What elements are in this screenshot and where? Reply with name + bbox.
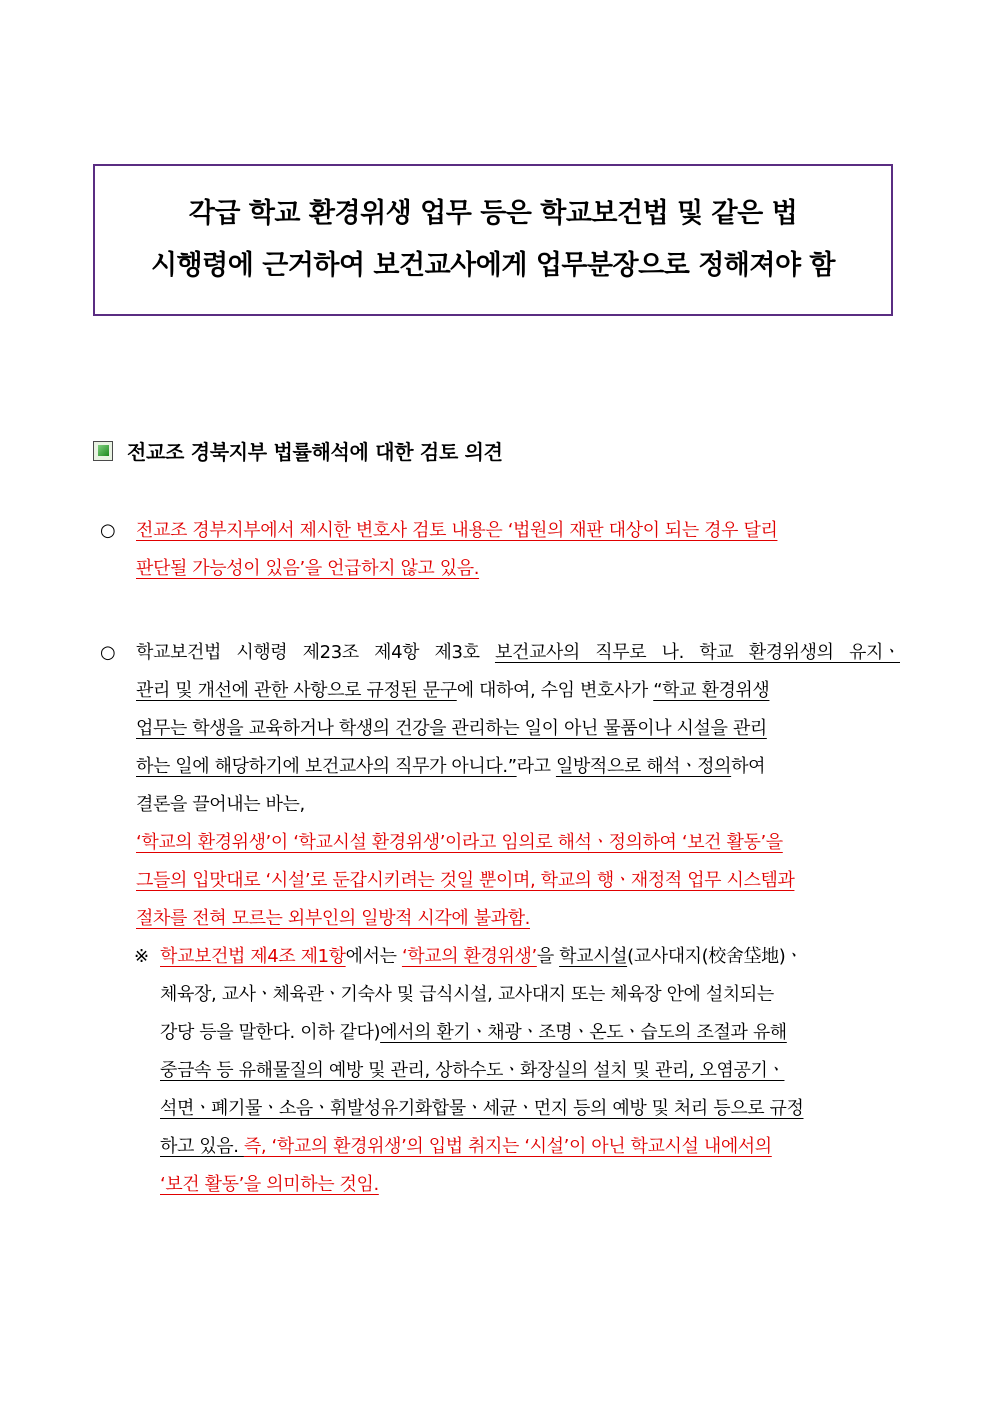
note-line-5 [100,1090,900,1128]
paragraph-2-line-1 [100,634,900,672]
note-line-6 [100,1128,900,1166]
text: 에 대하여, 수임 변호사가 [456,680,654,701]
text-underlined: 석면ㆍ폐기물ㆍ소음ㆍ휘발성유기화합물ㆍ세균ㆍ먼지 등의 예방 및 처리 등으로 규정 [160,1098,804,1119]
circle-bullet: ○ [100,520,116,541]
text-red: 즉, ‘학교의 환경위생’의 입법 취지는 ‘시설’이 아닌 학교시설 내에서의 [243,1136,772,1157]
paragraph-1 [100,512,900,588]
text-red: 학교보건법 제4조 제1항 [160,946,346,967]
paragraph-2-line-5 [100,786,900,824]
section-heading-text: 전교조 경북지부 법률해석에 대한 검토 의견 [127,440,503,464]
text: 을 [536,946,560,967]
text: 결론을 끌어내는 바는, [136,794,305,815]
paragraph-2-line-2 [100,672,900,710]
note-line-3 [100,1014,900,1052]
text-underlined: 하고 있음. [160,1136,244,1157]
paragraph-1-text-1: 전교조 경부지부에서 제시한 변호사 검토 내용은 ‘법원의 재판 대상이 되는 경우 달리 [136,520,778,541]
text-underlined: 중금속 등 유해물질의 예방 및 관리, 상하수도ㆍ화장실의 설치 및 관리, 오염공기ㆍ [160,1060,785,1081]
title-box [93,164,893,316]
text-underlined: 일방적으로 해석ㆍ정의 [555,756,732,777]
text: 강당 등을 말한다. 이하 같다) [160,1022,381,1043]
text: 라고 [516,756,556,777]
text-red: ‘학교의 환경위생’ [401,946,537,967]
paragraph-2-red-line-2 [100,862,900,900]
text: 에서는 [345,946,402,967]
paragraph-2-red-line-1 [100,824,900,862]
paragraph-2-red-line-3 [100,900,900,938]
paragraph-2 [100,634,900,1204]
text: 체육장, 교사ㆍ체육관ㆍ기숙사 및 급식시설, 교사대지 또는 체육장 안에 설치되는 [160,984,774,1005]
text-underlined: 보건교사의 직무로 나. 학교 환경위생의 유지ㆍ [494,642,900,663]
paragraph-2-line-4 [100,748,900,786]
text-red: ‘보건 활동’을 의미하는 것임. [160,1174,379,1195]
text-red: 그들의 입맛대로 ‘시설’로 둔갑시키려는 것일 뿐이며, 학교의 행ㆍ재정적 업무 시스템과 [136,870,795,891]
text-red: 절차를 전혀 모르는 외부인의 일방적 시각에 불과함. [136,908,530,929]
note-line-1 [100,938,900,976]
green-square-bullet-icon [93,441,113,461]
paragraph-1-text-2: 판단될 가능성이 있음’을 언급하지 않고 있음. [136,558,480,579]
note-line-2 [100,976,900,1014]
paragraph-1-line-2 [100,550,900,588]
title-line-2: 시행령에 근거하여 보건교사에게 업무분장으로 정해져야 함 [150,250,836,281]
text-underlined: 학교시설 [559,946,628,967]
note-line-7 [100,1166,900,1204]
text-red: ‘학교의 환경위생’이 ‘학교시설 환경위생’이라고 임의로 해석ㆍ정의하여 ‘보건 활동’을 [136,832,783,853]
title-line-1: 각급 학교 환경위생 업무 등은 학교보건법 및 같은 법 [188,198,798,229]
circle-bullet: ○ [100,642,116,663]
text-underlined: 관리 및 개선에 관한 사항으로 규정된 문구 [136,680,457,701]
text-underlined: 하는 일에 해당하기에 보건교사의 직무가 아니다.” [136,756,517,777]
text-underlined: 에서의 환기ㆍ채광ㆍ조명ㆍ온도ㆍ습도의 조절과 유해 [380,1022,787,1043]
text-underlined: “학교 환경위생 [653,680,770,701]
text: 하여 [731,756,766,777]
text: 학교보건법 시행령 제23조 제4항 제3호 [136,642,495,663]
section-heading [93,436,503,465]
paragraph-2-line-3 [100,710,900,748]
reference-mark: ※ [134,946,149,967]
text: (교사대지(校舍垈地)ㆍ [627,946,803,967]
note-line-4 [100,1052,900,1090]
paragraph-1-line-1 [100,512,900,550]
text-underlined: 업무는 학생을 교육하거나 학생의 건강을 관리하는 일이 아닌 물품이나 시설을 관리 [136,718,767,739]
